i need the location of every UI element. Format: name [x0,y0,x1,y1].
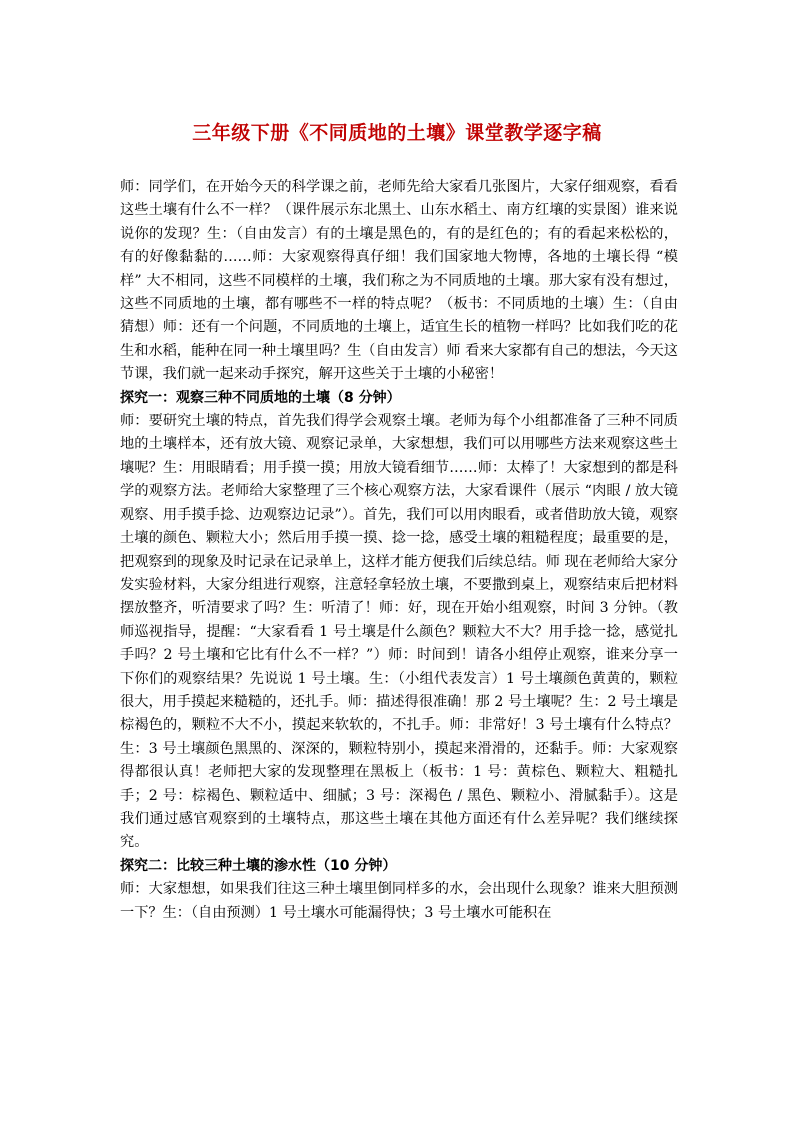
paragraph: 师：同学们，在开始今天的科学课之前，老师先给大家看几张图片，大家仔细观察，看看这些土壤有什么不一样？（课件展示东北黑土、山东水稻土、南方红壤的实景图）谁来说说你的发现？生：（自由发言）有的土壤是黑色的，有的是红色的；有的看起来松松的，有的好像黏黏的……师：大家观察得真仔细！我们国家地大物博，各地的土壤长得 “模样” 大不相同，这些不同模样的土壤，我们称之为不同质地的土壤。那大家有没有想过，这些不同质地的土壤，都有哪些不一样的特点呢？（板书：不同质地的土壤）生：（自由猜想）师：还有一个问题，不同质地的土壤上，适宜生长的植物一样吗？比如我们吃的花生和水稻，能种在同一种土壤里吗？生（自由发言）师 看来大家都有自己的想法，今天这节课，我们就一起来动手探究，解开这些关于土壤的小秘密！ [120,179,678,383]
section-heading: 探究一：观察三种不同质地的土壤（8 分钟） [120,389,401,406]
paragraph: 师：大家想想，如果我们往这三种土壤里倒同样多的水，会出现什么现象？谁来大胆预测一下？生：（自由预测）1 号土壤水可能漏得快；3 号土壤水可能积在 [120,881,678,921]
document-body [120,176,678,925]
paragraph: 师：要研究土壤的特点，首先我们得学会观察土壤。老师为每个小组都准备了三种不同质地的土壤样本，还有放大镜、观察记录单，大家想想，我们可以用哪些方法来观察这些土壤呢？生：用眼睛看；用手摸一摸；用放大镜看细节……师：太棒了！大家想到的都是科学的观察方法。老师给大家整理了三个核心观察方法，大家看课件（展示 “肉眼 / 放大镜观察、用手摸手捻、边观察边记录”）。首先，我们可以用肉眼看，或者借助放大镜，观察土壤的颜色、颗粒大小；然后用手摸一摸、捻一捻，感受土壤的粗糙程度；最重要的是，把观察到的现象及时记录在记录单上，这样才能方便我们后续总结。师 现在老师给大家分发实验材料，大家分组进行观察，注意轻拿轻放土壤，不要撒到桌上，观察结束后把材料摆放整齐，听清要求了吗？生：听清了！师：好，现在开始小组观察，时间 3 分钟。（教师巡视指导，提醒：“大家看看 1 号土壤是什么颜色？颗粒大不大？用手捻一捻，感觉扎手吗？2 号土壤和它比有什么不一样？”）师：时间到！请各小组停止观察，谁来分享一下你们的观察结果？先说说 1 号土壤。生：（小组代表发言）1 号土壤颜色黄黄的，颗粒很大，用手摸起来糙糙的，还扎手。师：描述得很准确！那 2 号土壤呢？生：2 号土壤是棕褐色的，颗粒不大不小，摸起来软软的，不扎手。师：非常好！3 号土壤有什么特点？生：3 号土壤颜色黑黑的、深深的，颗粒特别小，摸起来滑滑的，还黏手。师：大家观察得都很认真！老师把大家的发现整理在黑板上（板书：1 号：黄棕色、颗粒大、粗糙扎手；2 号：棕褐色、颗粒适中、细腻；3 号：深褐色 / 黑色、颗粒小、滑腻黏手）。这是我们通过感官观察到的土壤特点，那这些土壤在其他方面还有什么差异呢？我们继续探究。 [120,413,678,851]
section-heading: 探究二：比较三种土壤的渗水性（10 分钟） [120,857,397,874]
document-title: 三年级下册《不同质地的土壤》课堂教学逐字稿 [192,122,602,144]
